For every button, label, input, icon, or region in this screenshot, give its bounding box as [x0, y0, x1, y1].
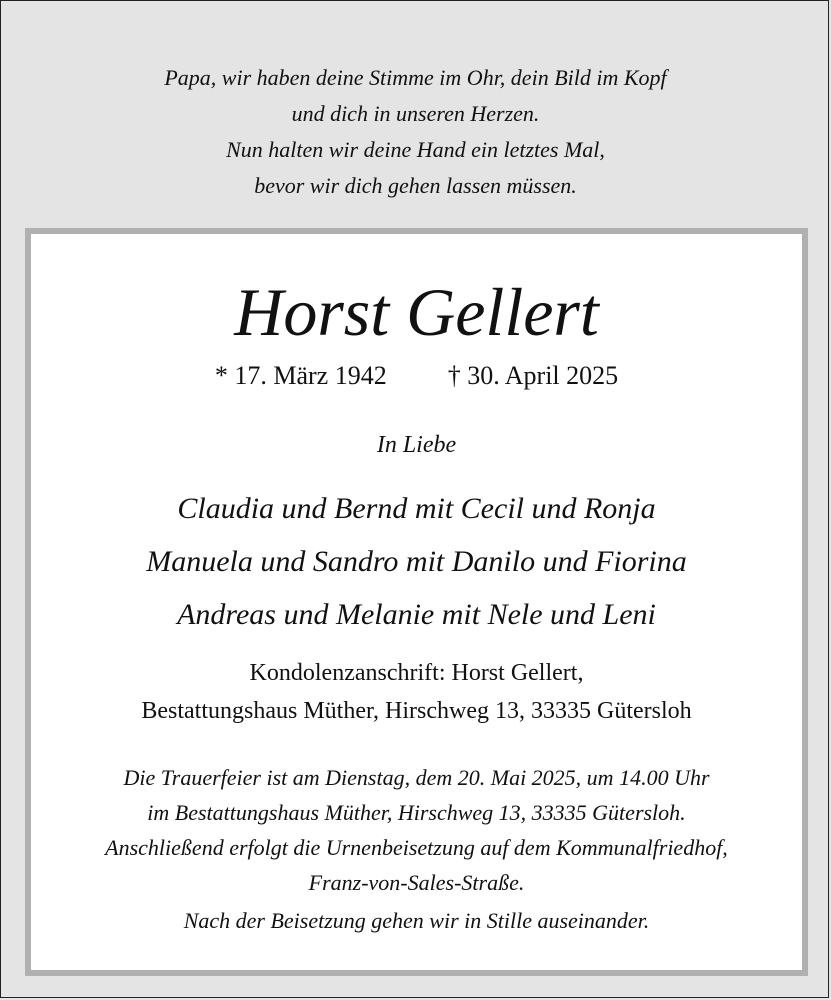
death-date: † 30. April 2025 [447, 361, 619, 390]
quote-line-1: Papa, wir haben deine Stimme im Ohr, dein Bild im Kopf [164, 65, 667, 90]
address-line-2: Bestattungshaus Müther, Hirschweg 13, 33335 Gütersloh [141, 698, 692, 724]
deceased-name: Horst Gellert [234, 274, 599, 350]
family-line-1: Claudia und Bernd mit Cecil und Ronja [177, 492, 656, 525]
life-dates [31, 359, 802, 393]
quote-line-3: Nun halten wir deine Hand ein letztes Mal, [226, 137, 605, 162]
family-line-3: Andreas und Melanie mit Nele und Leni [177, 598, 656, 631]
ceremony-line-1: Die Trauerfeier ist am Dienstag, dem 20. Mai 2025, um 14.00 Uhr [123, 765, 710, 790]
obituary-card [25, 228, 808, 976]
birth-date: * 17. März 1942 [214, 361, 387, 390]
address-line-1: Kondolenzanschrift: Horst Gellert, [249, 660, 584, 686]
ceremony-line-2: im Bestattungshaus Müther, Hirschweg 13, 33335 Gütersloh. [147, 800, 686, 825]
condolence-address [31, 654, 802, 730]
ceremony-line-3: Anschließend erfolgt die Urnenbeisetzung auf dem Kommunalfriedhof, [105, 835, 728, 860]
ceremony-line-4: Franz-von-Sales-Straße. [308, 870, 525, 895]
closing-note: Nach der Beisetzung gehen wir in Stille auseinander. [183, 908, 650, 933]
quote-line-4: bevor wir dich gehen lassen müssen. [254, 173, 577, 198]
family-line-2: Manuela und Sandro mit Danilo und Fiorina [146, 545, 687, 578]
in-love-label: In Liebe [376, 432, 457, 458]
ceremony-details [31, 760, 802, 900]
family-list [31, 482, 802, 641]
quote-line-2: und dich in unseren Herzen. [291, 101, 540, 126]
memorial-quote [0, 60, 831, 204]
